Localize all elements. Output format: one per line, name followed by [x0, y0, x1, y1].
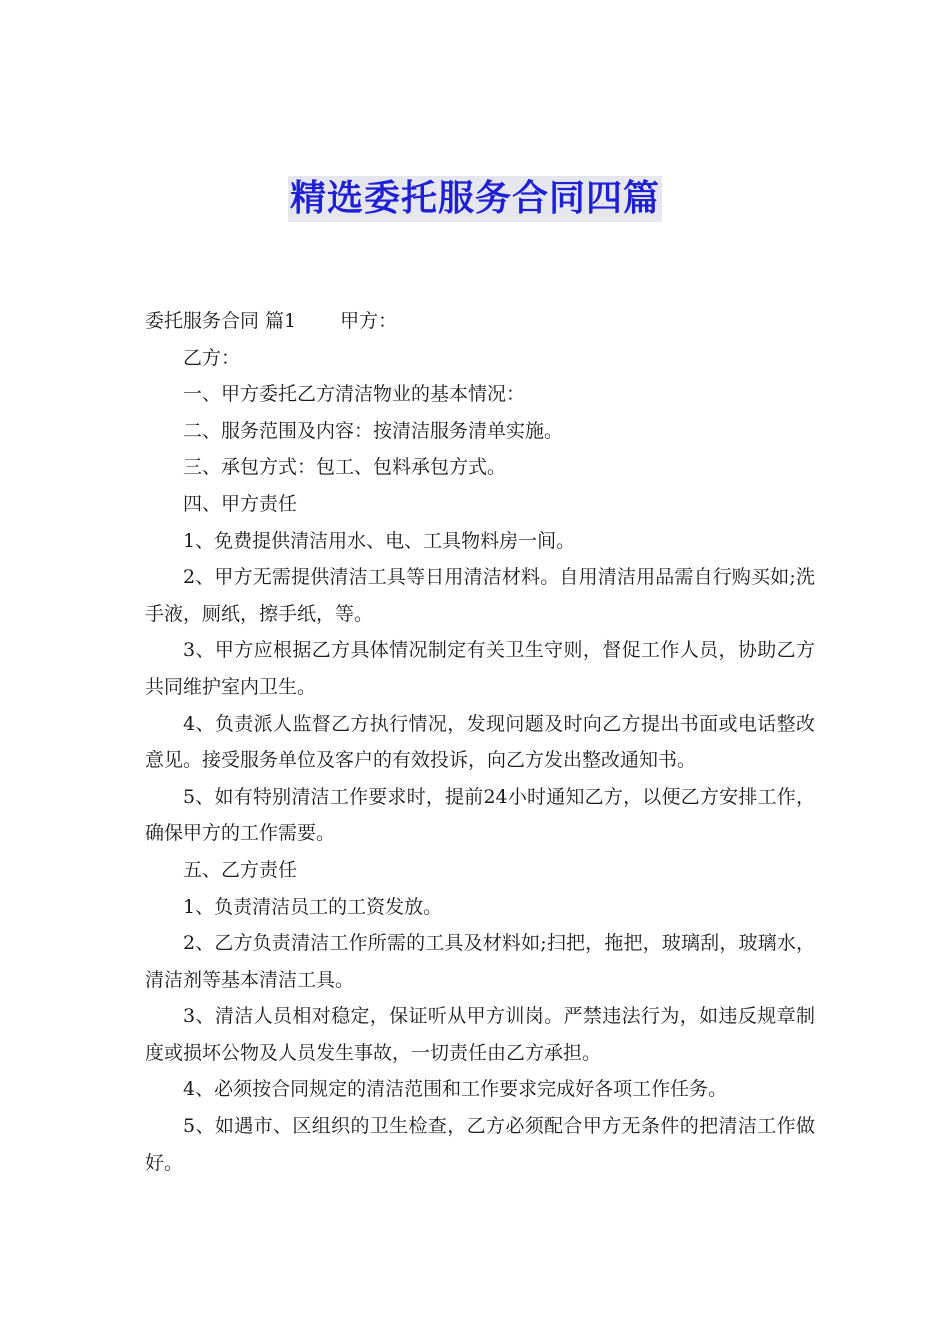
paragraph: 二、服务范围及内容：按清洁服务清单实施。: [183, 419, 564, 442]
paragraph: 三、承包方式：包工、包料承包方式。: [183, 456, 507, 479]
section-heading: 五、乙方责任: [183, 858, 298, 881]
paragraph: 一、甲方委托乙方清洁物业的基本情况：: [183, 383, 526, 406]
paragraph: 1、负责清洁员工的工资发放。: [183, 895, 443, 918]
paragraph: 1、免费提供清洁用水、电、工具物料房一间。: [183, 529, 576, 552]
paragraph: 4、负责派人监督乙方执行情况，发现问题及时向乙方提出书面或电话整改意见。接受服务单位及客户的有效投诉，向乙方发出整改通知书。: [145, 712, 815, 772]
title-block: [0, 176, 950, 222]
paragraph: 3、清洁人员相对稳定，保证听从甲方训岗。严禁违法行为，如违反规章制度或损坏公物及人员发生事故，一切责任由乙方承担。: [145, 1005, 815, 1064]
paragraph: 2、甲方无需提供清洁工具等日用清洁材料。自用清洁用品需自行购买如;洗手液，厕纸，擦手纸，等。: [145, 566, 815, 625]
paragraph: 5、如遇市、区组织的卫生检查，乙方必须配合甲方无条件的把清洁工作做好。: [145, 1115, 815, 1174]
paragraph: 4、必须按合同规定的清洁范围和工作要求完成好各项工作任务。: [183, 1078, 728, 1101]
party-b-label: 乙方：: [183, 346, 241, 369]
paragraph: 5、如有特别清洁工作要求时，提前24小时通知乙方，以便乙方安排工作，确保甲方的工作需要。: [145, 785, 815, 845]
paragraph: 2、乙方负责清洁工作所需的工具及材料如;扫把，拖把，玻璃刮，玻璃水，清洁剂等基本清洁工具。: [145, 932, 815, 991]
section-heading: 四、甲方责任: [183, 492, 298, 515]
party-a-label: 甲方：: [340, 310, 398, 332]
contract-heading-label: 委托服务合同 篇1: [145, 310, 297, 332]
document-body: [145, 303, 815, 1181]
paragraph: 3、甲方应根据乙方具体情况制定有关卫生守则，督促工作人员，协助乙方共同维护室内卫生。: [145, 639, 815, 698]
document-title: 精选委托服务合同四篇: [288, 176, 662, 222]
contract-heading-line: [145, 303, 815, 340]
